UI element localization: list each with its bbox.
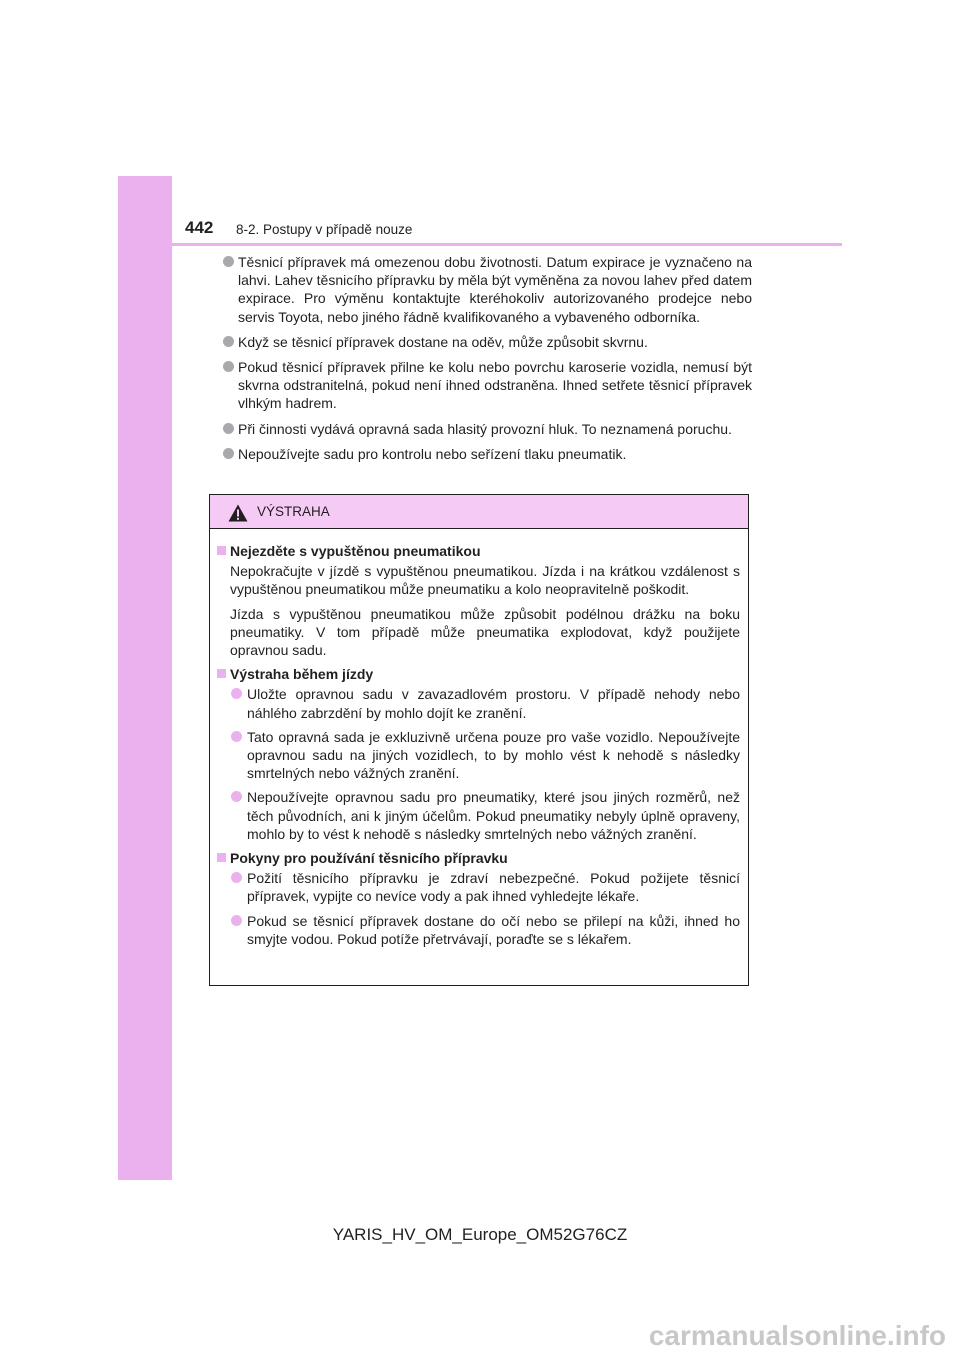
bullet-dot-icon bbox=[231, 872, 242, 883]
list-item bbox=[222, 253, 752, 326]
warning-title: VÝSTRAHA bbox=[257, 504, 330, 519]
bullet-text: Nepoužívejte opravnou sadu pro pneumatiky, které jsou jiných rozměrů, než těch původních, ani k jiným účelům. Pokud pneumatiky nebyly úplně opraveny, mohlo by to vést k nehodě s následky smrtelných nebo vážných zranění. bbox=[247, 789, 740, 842]
bullet-text: Nepoužívejte sadu pro kontrolu nebo seřízení tlaku pneumatik. bbox=[238, 445, 627, 462]
warning-section bbox=[216, 542, 740, 659]
bullet-dot-icon bbox=[223, 361, 234, 372]
bullet-dot-icon bbox=[223, 448, 234, 459]
warning-paragraph: Nepokračujte v jízdě s vypuštěnou pneumatikou. Jízda i na krátkou vzdálenost s vypuštěnou pneumatikou může pneumatiku a kolo neopravitelně poškodit. bbox=[230, 563, 740, 598]
bullet-dot-icon bbox=[231, 791, 242, 802]
list-item bbox=[230, 869, 740, 905]
bullet-text: Uložte opravnou sadu v zavazadlovém prostoru. V případě nehody nebo náhlého zabrzdění by mohlo dojít ke zranění. bbox=[247, 686, 740, 721]
bullet-dot-icon bbox=[231, 731, 242, 742]
page-number: 442 bbox=[185, 218, 214, 237]
list-item bbox=[230, 728, 740, 783]
watermark: carmanualsonline.info bbox=[648, 1320, 946, 1351]
chapter-side-band bbox=[118, 176, 172, 1180]
warning-bullet-list bbox=[216, 869, 740, 948]
list-item bbox=[222, 358, 752, 413]
bullet-text: Pokud se těsnicí přípravek dostane do očí nebo se přilepí na kůži, ihned ho smyjte vodou. Pokud potíže přetrvávají, poraďte se s lékařem. bbox=[247, 912, 740, 947]
warning-paragraph: Jízda s vypuštěnou pneumatikou může způsobit podélnou drážku na boku pneumatiky. V tom případě může pneumatika explodovat, když použijete opravnou sadu. bbox=[230, 605, 740, 659]
square-bullet-icon bbox=[217, 669, 226, 678]
bullet-text: Při činnosti vydává opravná sada hlasitý provozní hluk. To neznamená poruchu. bbox=[238, 420, 732, 437]
warning-section bbox=[216, 849, 740, 948]
list-item bbox=[230, 788, 740, 843]
warning-body bbox=[210, 529, 748, 948]
warning-triangle-icon bbox=[228, 504, 248, 522]
header-rule bbox=[172, 243, 842, 246]
warning-section-heading bbox=[216, 849, 740, 867]
warning-header bbox=[210, 495, 748, 529]
warning-section-heading bbox=[216, 542, 740, 560]
square-bullet-icon bbox=[217, 853, 226, 862]
warning-section bbox=[216, 665, 740, 843]
bullet-dot-icon bbox=[223, 336, 234, 347]
section-title: 8-2. Postupy v případě nouze bbox=[236, 222, 413, 237]
square-bullet-icon bbox=[217, 546, 226, 555]
warning-section-heading-text: Pokyny pro používání těsnicího přípravku bbox=[230, 850, 508, 867]
bullet-list bbox=[222, 253, 752, 470]
bullet-text: Pokud těsnicí přípravek přilne ke kolu nebo povrchu karoserie vozidla, nemusí být skvrna odstranitelná, pokud není ihned odstraněna. Ihned setřete těsnicí přípravek vlhkým hadrem. bbox=[238, 359, 752, 412]
list-item bbox=[222, 445, 752, 463]
list-item bbox=[222, 420, 752, 438]
bullet-text: Těsnicí přípravek má omezenou dobu životnosti. Datum expirace je vyznačeno na lahvi. Lahev těsnicího přípravku by měla být vyměněna za novou lahev před datem expirace. Pro výměnu kontaktujte kteréhokoliv autorizovaného prodejce nebo servis Toyota, nebo jiného řádně kvalifikovaného a vybaveného odborníka. bbox=[238, 254, 752, 325]
bullet-dot-icon bbox=[231, 688, 242, 699]
bullet-dot-icon bbox=[223, 423, 234, 434]
bullet-dot-icon bbox=[231, 915, 242, 926]
warning-box bbox=[209, 494, 749, 986]
warning-section-heading-text: Nejezděte s vypuštěnou pneumatikou bbox=[230, 543, 481, 559]
warning-section-heading-text: Výstraha během jízdy bbox=[230, 666, 374, 683]
document-code: YARIS_HV_OM_Europe_OM52G76CZ bbox=[332, 1225, 628, 1244]
bullet-text: Když se těsnicí přípravek dostane na oděv, může způsobit skvrnu. bbox=[238, 333, 648, 350]
warning-section-heading bbox=[216, 665, 740, 683]
bullet-dot-icon bbox=[223, 256, 234, 267]
warning-bullet-list bbox=[216, 685, 740, 843]
bullet-text: Požití těsnicího přípravku je zdraví nebezpečné. Pokud požijete těsnicí přípravek, vypijte co nevíce vody a pak ihned vyhledejte lékaře. bbox=[247, 870, 740, 905]
list-item bbox=[230, 912, 740, 948]
list-item bbox=[230, 685, 740, 721]
bullet-text: Tato opravná sada je exkluzivně určena pouze pro vaše vozidlo. Nepoužívejte opravnou sadu na jiných vozidlech, to by mohlo vést k nehodě s následky smrtelných nebo vážných zranění. bbox=[247, 728, 740, 782]
list-item bbox=[222, 333, 752, 351]
